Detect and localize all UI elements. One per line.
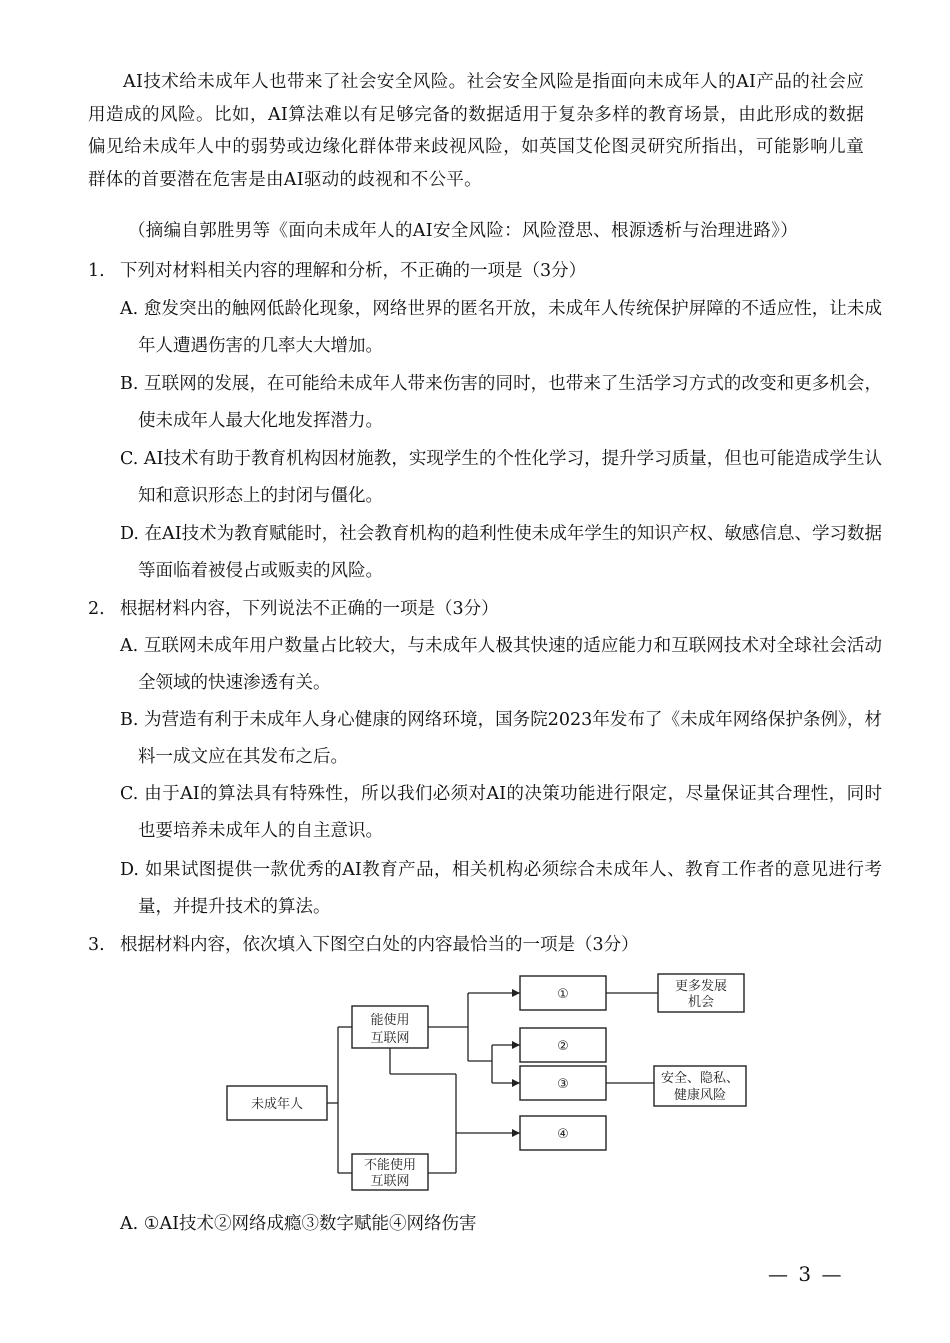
question-2-option-b: B. 为营造有利于未成年人身心健康的网络环境，国务院2023年发布了《未成年网络保护条例》，材料一成文应在其发布之后。 bbox=[120, 710, 882, 767]
question-2-option-c: C. 由于AI的算法具有特殊性，所以我们必须对AI的决策功能进行限定，尽量保证其合理性，同时也要培养未成年人的自主意识。 bbox=[120, 784, 882, 841]
question-2-option-d: D. 如果试图提供一款优秀的AI教育产品，相关机构必须综合未成年人、教育工作者的意见进行考量，并提升技术的算法。 bbox=[120, 860, 882, 917]
question-text: 下列对材料相关内容的理解和分析，不正确的一项是（3分） bbox=[120, 261, 587, 281]
question-number: 1. bbox=[88, 261, 105, 281]
question-2-option-a: A. 互联网未成年用户数量占比较大，与未成年人极其快速的适应能力和互联网技术对全球社会活动全领域的快速渗透有关。 bbox=[120, 636, 882, 693]
blank-4-label: ④ bbox=[557, 1127, 569, 1142]
question-number: 3. bbox=[88, 935, 105, 955]
question-1-option-a: A. 愈发突出的触网低龄化现象，网络世界的匿名开放，未成年人传统保护屏障的不适应性，让未成年人遭遇伤害的几率大大增加。 bbox=[120, 299, 882, 356]
question-1-option-d: D. 在AI技术为教育赋能时，社会教育机构的趋利性使未成年学生的知识产权、敏感信息、学习数据等面临着被侵占或贩卖的风险。 bbox=[120, 524, 882, 581]
blank-1-label: ① bbox=[557, 987, 569, 1002]
blank-2-label: ② bbox=[557, 1039, 569, 1054]
question-text: 根据材料内容，下列说法不正确的一项是（3分） bbox=[120, 599, 499, 619]
question-1-stem bbox=[88, 256, 586, 286]
passage-paragraph: AI技术给未成年人也带来了社会安全风险。社会安全风险是指面向未成年人的AI产品的社会应用造成的风险。比如，AI算法难以有足够完备的数据适用于复杂多样的教育场景，由此形成的数据偏见给未成年人中的弱势或边缘化群体带来歧视风险，如英国艾伦图灵研究所指出，可能影响儿童群体的首要潜在危害是由AI驱动的歧视和不公平。 bbox=[88, 72, 864, 190]
blank-3-label: ③ bbox=[557, 1077, 569, 1092]
page-number: — 3 — bbox=[768, 1262, 844, 1286]
question-3-option-a: A. ①AI技术②网络成瘾③数字赋能④网络伤害 bbox=[120, 1214, 477, 1234]
cannot-use-label-2: 互联网 bbox=[370, 1174, 410, 1189]
question-3-stem bbox=[88, 930, 639, 960]
flow-diagram bbox=[222, 966, 762, 1196]
cannot-use-label-1: 不能使用 bbox=[363, 1158, 417, 1173]
question-number: 2. bbox=[88, 599, 105, 619]
can-use-label-1: 能使用 bbox=[370, 1013, 410, 1028]
result-top-label-2: 机会 bbox=[687, 995, 715, 1010]
result-mid-label-2: 健康风险 bbox=[673, 1088, 727, 1103]
question-1-option-b: B. 互联网的发展，在可能给未成年人带来伤害的同时，也带来了生活学习方式的改变和更多机会，使未成年人最大化地发挥潜力。 bbox=[120, 374, 882, 431]
question-2-stem bbox=[88, 594, 499, 624]
result-mid-label-1: 安全、隐私、 bbox=[660, 1071, 740, 1086]
question-1-option-c: C. AI技术有助于教育机构因材施教，实现学生的个性化学习，提升学习质量，但也可能造成学生认知和意识形态上的封闭与僵化。 bbox=[120, 449, 882, 506]
question-text: 根据材料内容，依次填入下图空白处的内容最恰当的一项是（3分） bbox=[120, 935, 639, 955]
passage-source: （摘编自郭胜男等《面向未成年人的AI安全风险：风险澄思、根源透析与治理进路》） bbox=[128, 221, 798, 241]
can-use-label-2: 互联网 bbox=[370, 1031, 410, 1046]
arrowheads bbox=[512, 989, 520, 1137]
result-top-label-1: 更多发展 bbox=[674, 979, 728, 994]
root-label: 未成年人 bbox=[250, 1097, 304, 1112]
